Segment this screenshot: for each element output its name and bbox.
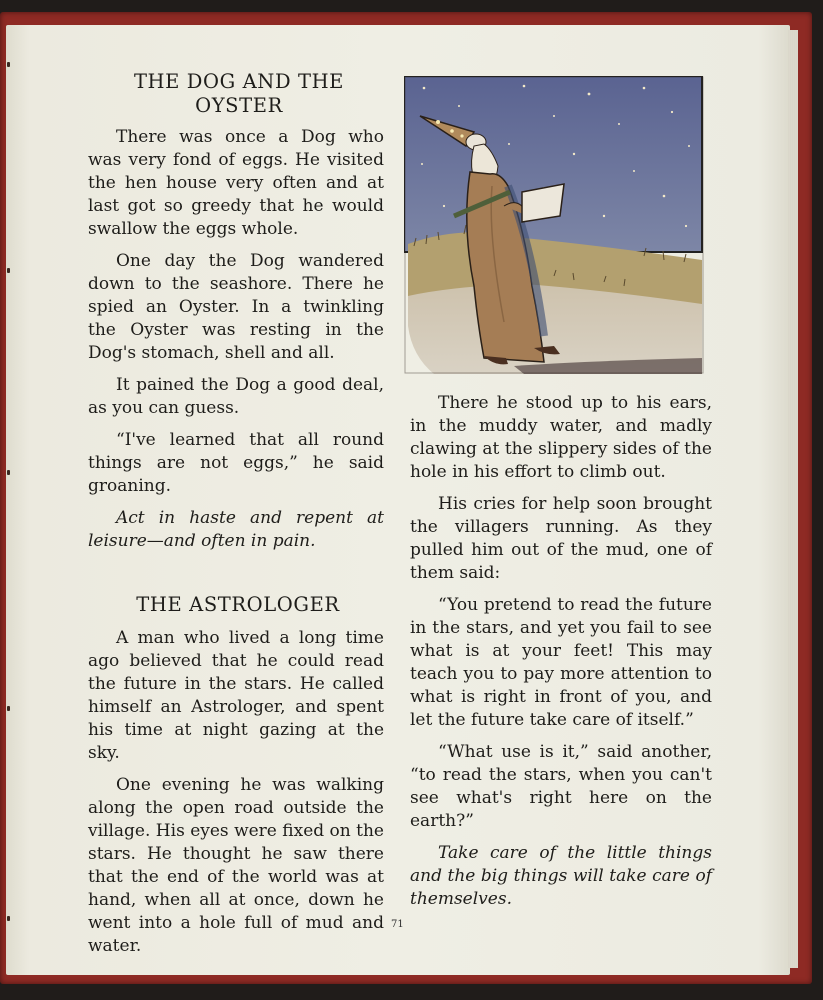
story-title-dog-oyster bbox=[88, 70, 384, 118]
story-title-astrologer: THE ASTROLOGER bbox=[136, 593, 340, 616]
paragraph: One evening he was walking along the open road outside the village. His eyes were fixed on the stars. He thought he saw there that the end of the world was at hand, when all at once, down he went into a hole full of mud and water. bbox=[88, 775, 384, 956]
paragraph: A man who lived a long time ago believed that he could read the future in the stars. He called himself an Astrologer, and spent his time at night gazing at the sky. bbox=[88, 628, 384, 763]
astrologer-illustration bbox=[404, 76, 706, 376]
paragraph: It pained the Dog a good deal, as you can guess. bbox=[88, 375, 384, 418]
paragraph: One day the Dog wandered down to the seashore. There he spied an Oyster. In a twinkling the Oyster was resting in the Dog's stomach, shell and all. bbox=[88, 251, 384, 363]
paragraph: His cries for help soon brought the villagers running. As they pulled him out of the mud, one of them said: bbox=[410, 494, 712, 583]
paragraph: “What use is it,” said another, “to read the stars, when you can't see what's right here on the earth?” bbox=[410, 742, 712, 831]
title-line-1: THE DOG AND THE bbox=[133, 70, 345, 93]
right-column bbox=[410, 392, 712, 920]
paragraph: “I've learned that all round things are not eggs,” he said groaning. bbox=[88, 430, 384, 496]
paragraph: “You pretend to read the future in the stars, and yet you fail to see what is at your feet! This may teach you to pay more attention to what is right in front of you, and let the future take care of itself.” bbox=[410, 595, 712, 730]
paragraph: There he stood up to his ears, in the muddy water, and madly clawing at the slippery sides of the hole in his effort to climb out. bbox=[410, 393, 712, 482]
title-line-2: OYSTER bbox=[195, 94, 283, 117]
paragraph: There was once a Dog who was very fond of eggs. He visited the hen house very often and at last got so greedy that he would swallow the eggs whole. bbox=[88, 127, 384, 239]
moral-dog-oyster: Act in haste and repent at leisure—and often in pain. bbox=[88, 508, 384, 551]
left-column bbox=[88, 70, 384, 967]
page-number: 71 bbox=[391, 919, 404, 930]
page-edges bbox=[788, 30, 798, 968]
moral-astrologer: Take care of the little things and the big things will take care of themselves. bbox=[410, 843, 712, 909]
